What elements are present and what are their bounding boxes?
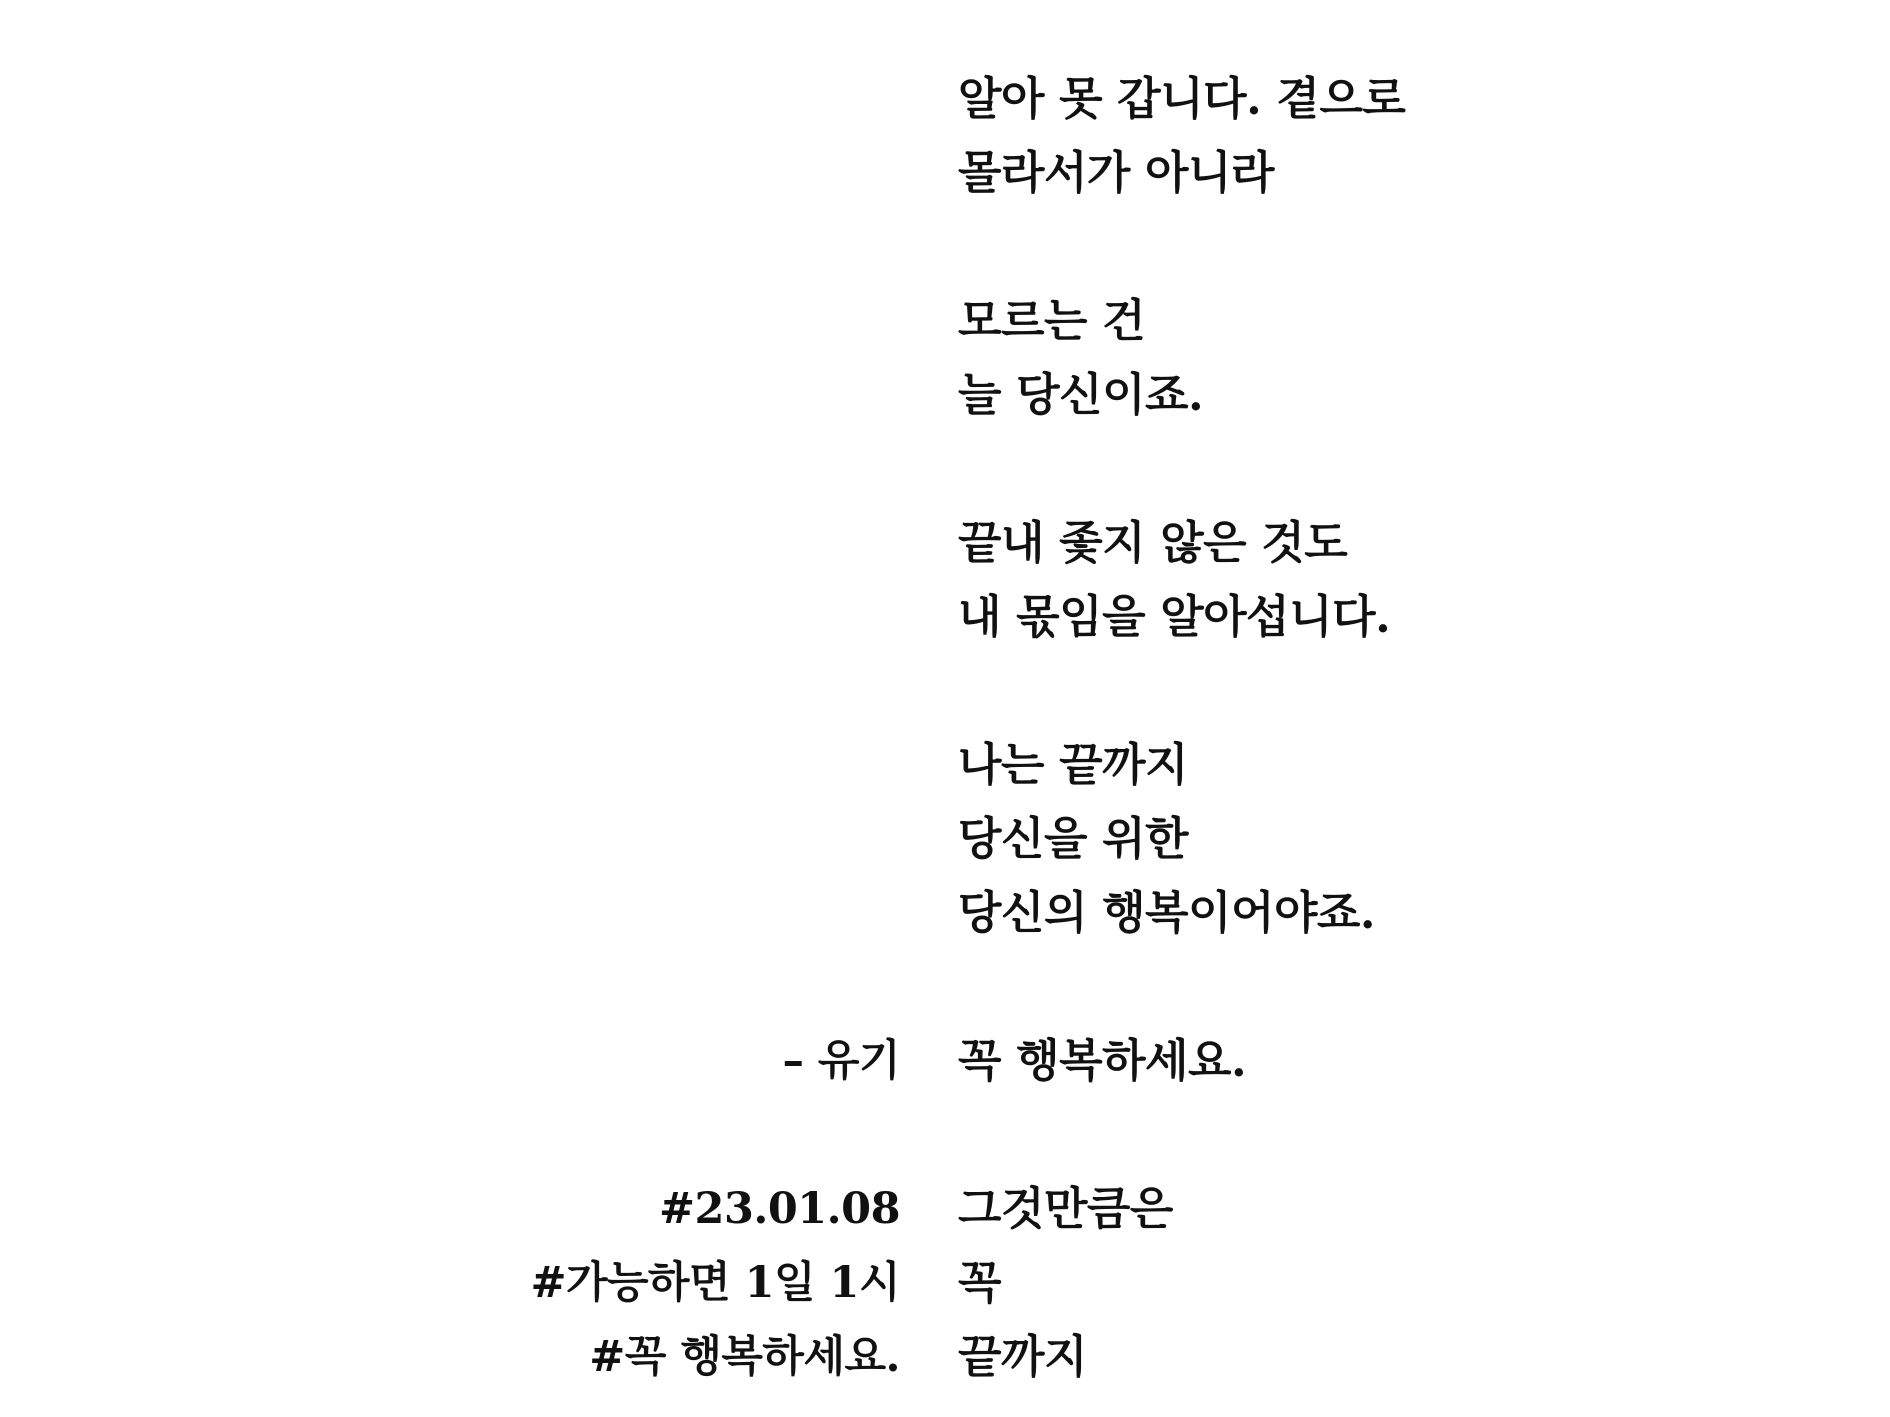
poem-line: 몰라서가 아니라 <box>958 146 1274 199</box>
poem-line: 당신의 행복이어야죠. <box>958 886 1376 939</box>
poem-line: 나는 끝까지 <box>958 738 1189 791</box>
wish-hashtag: #꼭 행복하세요. <box>589 1332 900 1382</box>
poem-body <box>958 62 1858 1394</box>
poem-line: 꼭 행복하세요. <box>958 1034 1247 1087</box>
stanza-break <box>958 654 1858 728</box>
poem-line: 늘 당신이죠. <box>958 368 1204 421</box>
poem-line: 꼭 <box>958 1256 1001 1309</box>
author-signature: – 유기 <box>782 1036 900 1086</box>
frequency-hashtag: #가능하면 1일 1시 <box>530 1258 900 1308</box>
stanza-break <box>958 950 1858 1024</box>
stanza-break <box>958 1098 1858 1172</box>
poem-line: 모르는 건 <box>958 294 1146 347</box>
poem-line: 내 몫임을 알아섭니다. <box>958 590 1391 643</box>
stanza-break <box>958 210 1858 284</box>
poem-line: 끝내 좇지 않은 것도 <box>958 516 1348 569</box>
stanza-break <box>958 432 1858 506</box>
poem-line: 알아 못 갑니다. 곁으로 <box>958 72 1406 125</box>
poem-line: 그것만큼은 <box>958 1182 1173 1235</box>
date-hashtag: #23.01.08 <box>659 1184 900 1234</box>
poem-line: 당신을 위한 <box>958 812 1189 865</box>
poem-line: 끝까지 <box>958 1330 1087 1383</box>
